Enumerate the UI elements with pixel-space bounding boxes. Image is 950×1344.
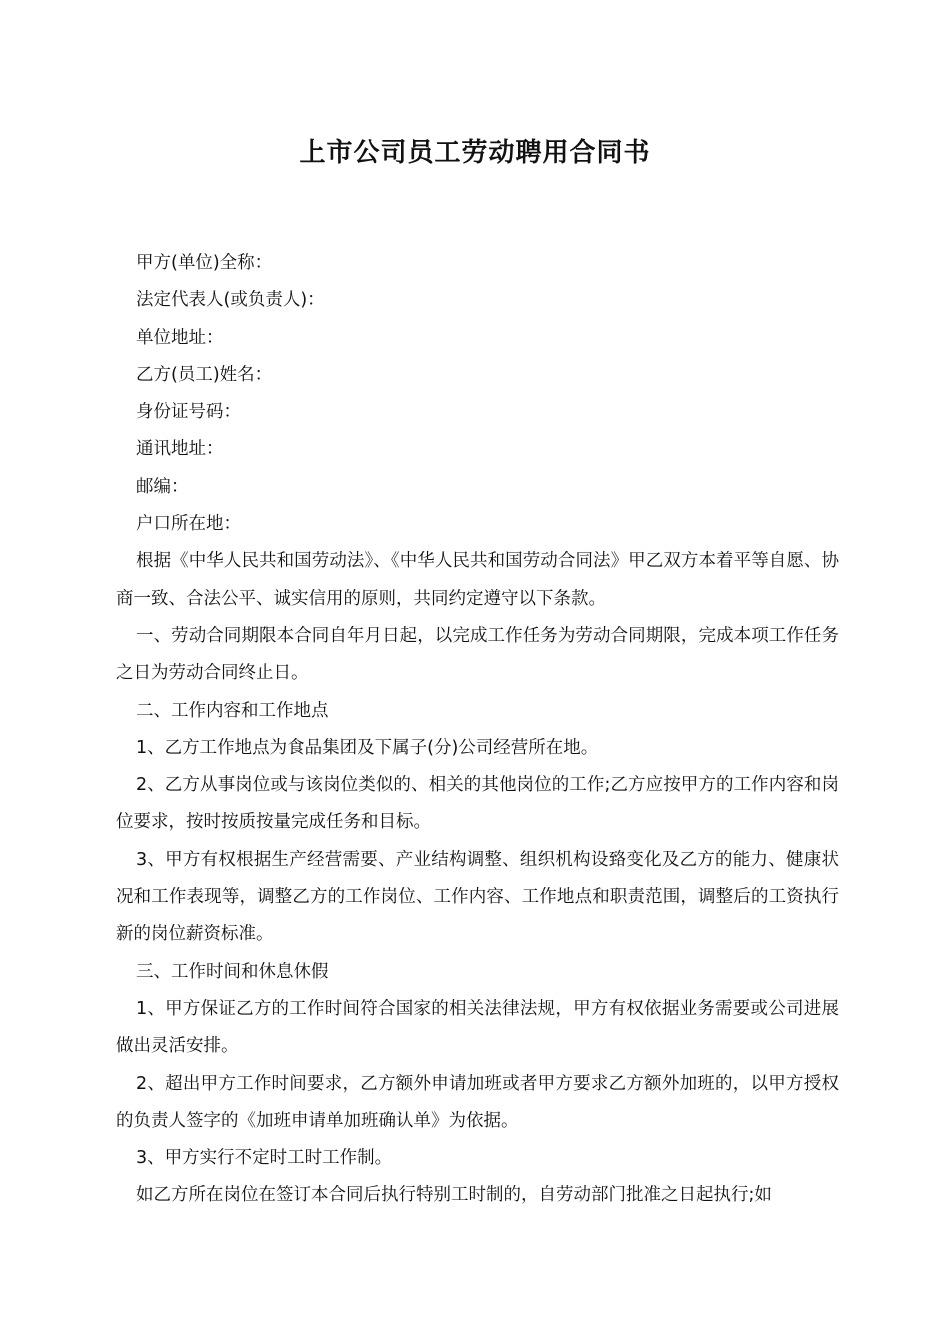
clause-work-location: 1、乙方工作地点为食品集团及下属子(分)公司经营所在地。 [136, 737, 599, 758]
clause-job-adjustment: 3、甲方有权根据生产经营需要、产业结构调整、组织机构设臵变化及乙方的能力、健康状况和工作表现等，调整乙方的工作岗位、工作内容、工作地点和职责范围，调整后的工资执行新的岗位薪资标准。 [116, 849, 839, 945]
section-heading-working-hours: 三、工作时间和休息休假 [136, 961, 329, 982]
section-heading-work-content: 二、工作内容和工作地点 [136, 700, 329, 721]
field-unit-address: 单位地址： [136, 327, 224, 348]
clause-special-hours: 如乙方所在岗位在签订本合同后执行特别工时制的，自劳动部门批准之日起执行;如 [136, 1185, 772, 1206]
clause-overtime: 2、超出甲方工作时间要求，乙方额外申请加班或者甲方要求乙方额外加班的，以甲方授权的负责人签字的《加班申请单加班确认单》为依据。 [116, 1073, 839, 1131]
clause-working-time: 1、甲方保证乙方的工作时间符合国家的相关法律法规，甲方有权依据业务需要或公司进展做出灵活安排。 [116, 998, 839, 1057]
field-mailing-address: 通讯地址： [136, 439, 224, 460]
document-title: 上市公司员工劳动聘用合同书 [299, 138, 651, 168]
field-legal-representative: 法定代表人(或负责人)： [136, 290, 325, 311]
section-contract-term: 一、劳动合同期限本合同自年月日起，以完成工作任务为劳动合同期限，完成本项工作任务之日为劳动合同终止日。 [116, 625, 839, 684]
clause-flexible-hours: 3、甲方实行不定时工时工作制。 [136, 1148, 393, 1169]
field-party-a-name: 甲方(单位)全称： [136, 253, 273, 273]
field-household-registration: 户口所在地： [136, 514, 241, 535]
paragraph-preamble: 根据《中华人民共和国劳动法》、《中华人民共和国劳动合同法》甲乙双方本着平等自愿、协商一致、合法公平、诚实信用的原则，共同约定遵守以下条款。 [116, 551, 839, 609]
document-body [116, 245, 839, 1215]
field-postal-code: 邮编： [136, 476, 189, 497]
field-id-number: 身份证号码： [136, 402, 241, 423]
clause-job-duties: 2、乙方从事岗位或与该岗位类似的、相关的其他岗位的工作;乙方应按甲方的工作内容和岗位要求，按时按质按量完成任务和目标。 [116, 775, 839, 833]
field-party-b-name: 乙方(员工)姓名： [136, 364, 273, 385]
